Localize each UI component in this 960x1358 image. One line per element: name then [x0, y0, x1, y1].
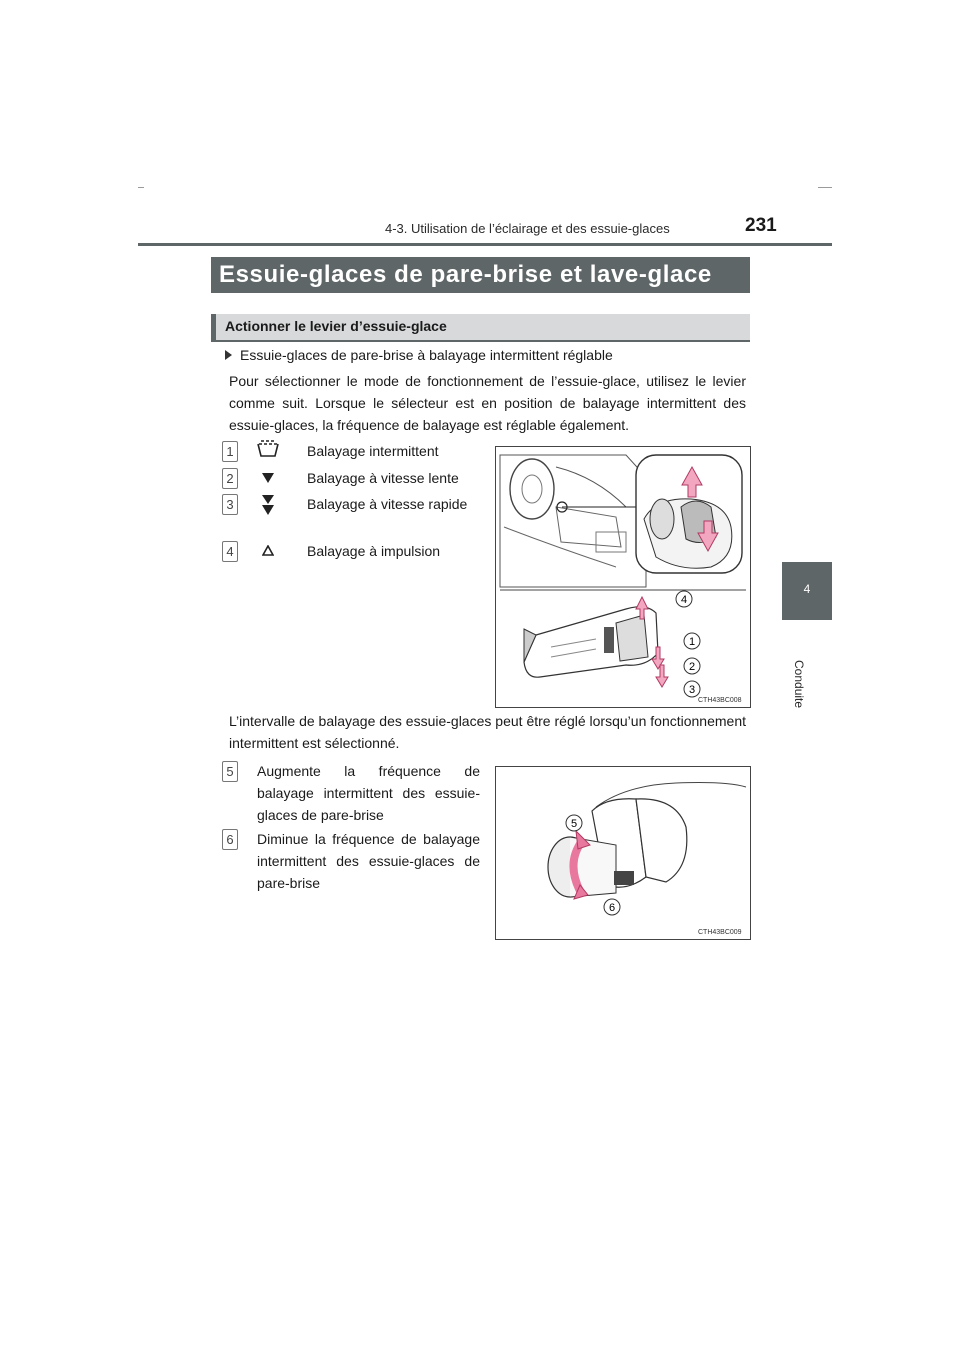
adjustment-label: Diminue la fréquence de balayage intermittent des essuie-glaces de pare-brise	[257, 831, 480, 891]
frequency-adjust-figure	[495, 766, 751, 940]
bullet-text: Essuie-glaces de pare-brise à balayage intermittent réglable	[240, 347, 613, 363]
lever-illustration	[496, 447, 750, 707]
mode-number: 4	[222, 541, 238, 562]
bullet-line	[225, 347, 613, 363]
figure1-callout: 2	[688, 661, 696, 673]
figure1-callout: 4	[680, 594, 688, 606]
page-number: 231	[745, 215, 777, 236]
open-triangle-icon	[262, 545, 274, 556]
intro-paragraph: Pour sélectionner le mode de fonctionnement de l’essuie-glace, utilisez le levier comme suit. Lorsque le sélecteur est en position de balayage intermittent des essuie-glaces, la fréquence de balayage est réglable également.	[229, 373, 746, 433]
crop-mark-right	[818, 187, 832, 188]
mode-label: Balayage à vitesse rapide	[307, 496, 468, 512]
double-triangle-icon	[261, 494, 275, 516]
mode-label: Balayage à impulsion	[307, 543, 441, 559]
figure2-code: CTH43BC009	[698, 929, 742, 936]
mode-number: 2	[222, 468, 238, 489]
header-rule	[138, 243, 832, 246]
subsection-heading	[211, 314, 750, 342]
mode-number: 3	[222, 494, 238, 515]
figure1-callout: 3	[688, 684, 696, 696]
adjustment-number: 6	[222, 829, 238, 850]
chapter-tab	[782, 562, 832, 620]
page-title: Essuie-glaces de pare-brise et lave-glace	[219, 261, 712, 288]
intermittent-wiper-icon	[255, 440, 281, 462]
mode-label: Balayage intermittent	[307, 443, 439, 459]
lever-positions-figure	[495, 446, 751, 708]
bullet-arrow-icon	[225, 350, 232, 360]
crop-mark-left	[138, 187, 144, 188]
figure2-callout: 5	[570, 818, 578, 830]
adjustment-number: 5	[222, 761, 238, 782]
figure2-callout: 6	[608, 902, 616, 914]
figure1-code: CTH43BC008	[698, 697, 742, 704]
single-triangle-icon	[261, 472, 275, 484]
chapter-label: Conduite	[792, 660, 806, 709]
mode-number: 1	[222, 441, 238, 462]
subsection-title: Actionner le levier d’essuie-glace	[225, 318, 447, 334]
interval-paragraph: L’intervalle de balayage des essuie-glaces peut être réglé lorsqu’un fonctionnement intermittent est sélectionné.	[229, 713, 746, 751]
chapter-number: 4	[803, 582, 811, 596]
running-header: 4-3. Utilisation de l’éclairage et des essuie-glaces	[385, 221, 670, 236]
knob-illustration	[496, 767, 750, 939]
section-title-bar	[211, 257, 750, 293]
adjustment-label: Augmente la fréquence de balayage intermittent des essuie-glaces de pare-brise	[257, 763, 480, 823]
figure1-callout: 1	[688, 636, 696, 648]
subsection-bar	[211, 314, 216, 340]
mode-label: Balayage à vitesse lente	[307, 470, 459, 486]
